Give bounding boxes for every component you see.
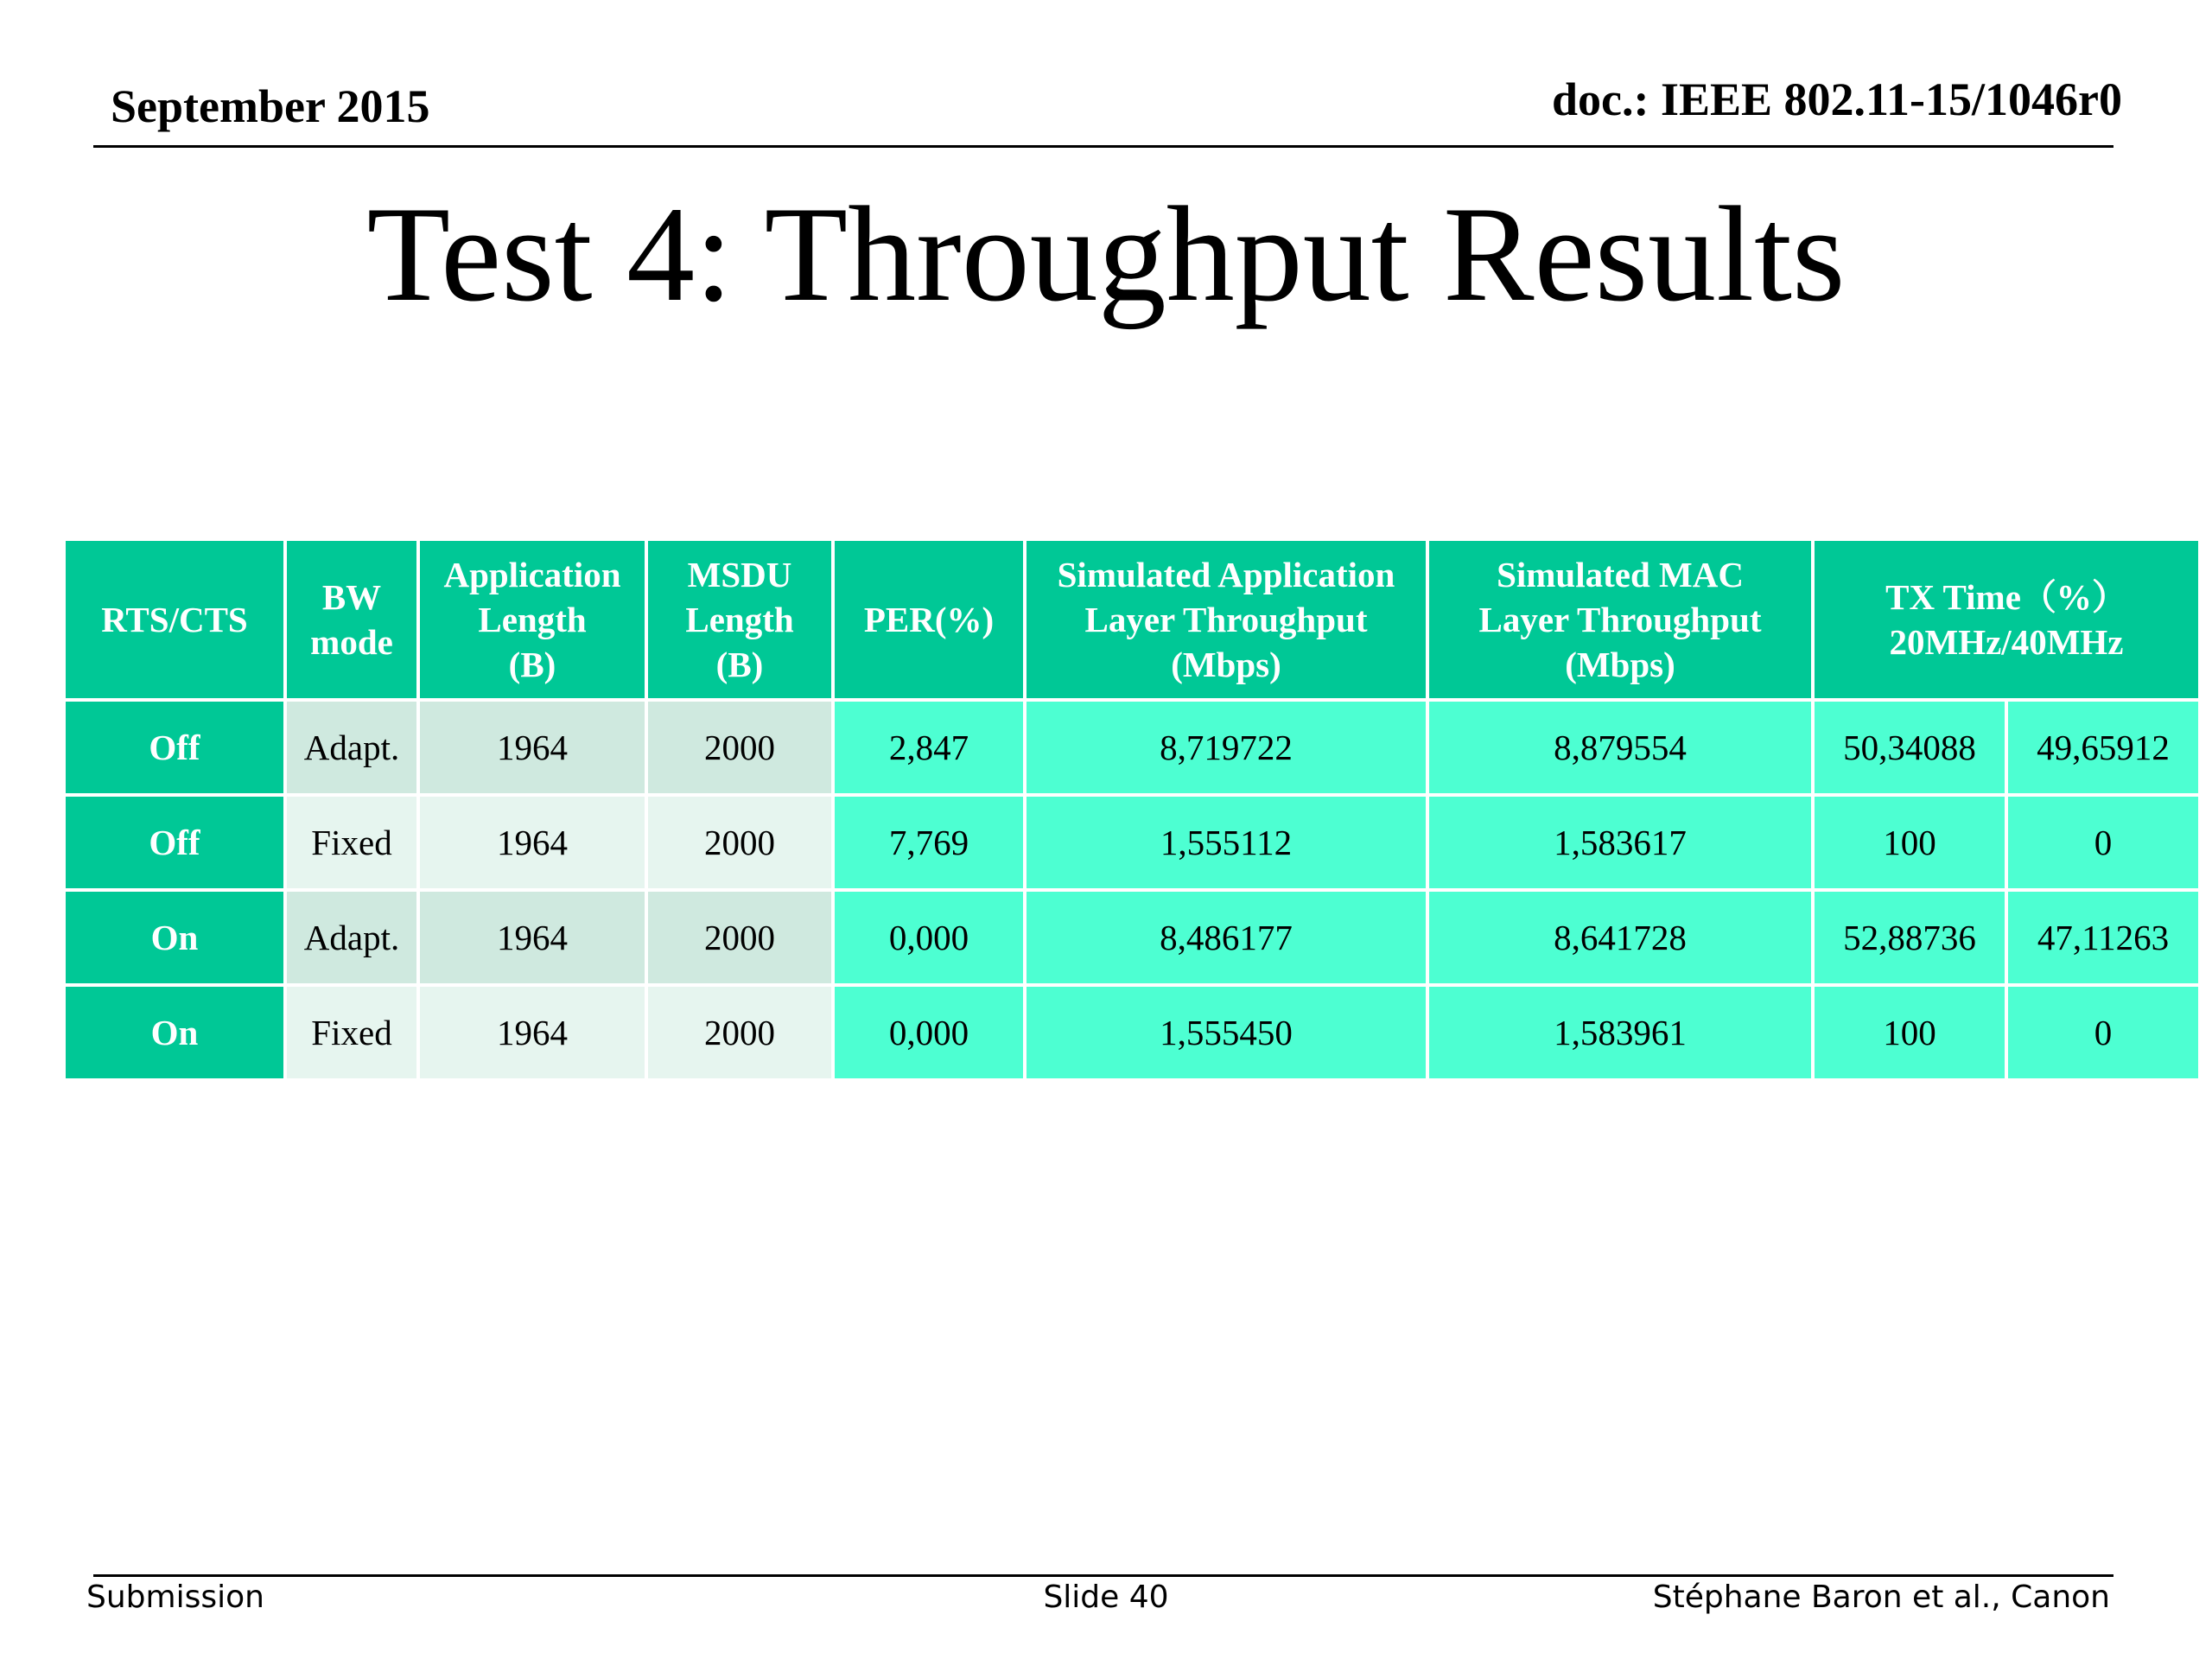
cell-bw-mode: Fixed [285, 985, 418, 1080]
footer-rule [93, 1574, 2113, 1577]
cell-rts-cts: Off [64, 700, 285, 795]
cell-tx-time-40mhz: 49,65912 [2006, 700, 2200, 795]
cell-bw-mode: Adapt. [285, 700, 418, 795]
cell-sim-mac-throughput: 8,641728 [1427, 890, 1813, 985]
cell-tx-time-20mhz: 50,34088 [1813, 700, 2006, 795]
results-table [62, 537, 2202, 1082]
col-header-sim-app-throughput: Simulated Application Layer Throughput (Mbps) [1025, 539, 1427, 700]
header-doc-id: doc.: IEEE 802.11-15/1046r0 [1551, 73, 2122, 125]
col-header-rts-cts: RTS/CTS [64, 539, 285, 700]
col-header-sim-mac-throughput: Simulated MAC Layer Throughput (Mbps) [1427, 539, 1813, 700]
cell-tx-time-20mhz: 100 [1813, 795, 2006, 890]
header-date: September 2015 [111, 80, 430, 132]
cell-rts-cts: On [64, 890, 285, 985]
cell-sim-mac-throughput: 1,583961 [1427, 985, 1813, 1080]
cell-tx-time-20mhz: 52,88736 [1813, 890, 2006, 985]
col-header-msdu-length: MSDU Length (B) [646, 539, 833, 700]
cell-msdu-length: 2000 [646, 985, 833, 1080]
cell-tx-time-20mhz: 100 [1813, 985, 2006, 1080]
col-header-per: PER(%) [833, 539, 1025, 700]
cell-sim-app-throughput: 8,719722 [1025, 700, 1427, 795]
col-header-app-length: Application Length (B) [418, 539, 646, 700]
cell-tx-time-40mhz: 47,11263 [2006, 890, 2200, 985]
col-header-bw-mode: BW mode [285, 539, 418, 700]
table-row [64, 700, 2200, 795]
cell-rts-cts: Off [64, 795, 285, 890]
cell-tx-time-40mhz: 0 [2006, 795, 2200, 890]
footer-authors: Stéphane Baron et al., Canon [1652, 1580, 2110, 1615]
cell-sim-app-throughput: 1,555450 [1025, 985, 1427, 1080]
cell-per: 0,000 [833, 985, 1025, 1080]
cell-app-length: 1964 [418, 700, 646, 795]
cell-sim-app-throughput: 8,486177 [1025, 890, 1427, 985]
cell-app-length: 1964 [418, 795, 646, 890]
table-header-row [64, 539, 2200, 700]
cell-app-length: 1964 [418, 890, 646, 985]
cell-app-length: 1964 [418, 985, 646, 1080]
cell-per: 2,847 [833, 700, 1025, 795]
cell-msdu-length: 2000 [646, 700, 833, 795]
cell-sim-mac-throughput: 8,879554 [1427, 700, 1813, 795]
table-row [64, 795, 2200, 890]
cell-msdu-length: 2000 [646, 795, 833, 890]
footer-submission: Submission [86, 1580, 264, 1615]
cell-bw-mode: Fixed [285, 795, 418, 890]
slide-title: Test 4: Throughput Results [366, 179, 1846, 330]
cell-sim-app-throughput: 1,555112 [1025, 795, 1427, 890]
cell-rts-cts: On [64, 985, 285, 1080]
cell-msdu-length: 2000 [646, 890, 833, 985]
col-header-tx-time: TX Time（%） 20MHz/40MHz [1813, 539, 2200, 700]
cell-bw-mode: Adapt. [285, 890, 418, 985]
footer-slide-number: Slide 40 [1043, 1580, 1169, 1615]
cell-per: 7,769 [833, 795, 1025, 890]
header-rule [93, 145, 2113, 148]
cell-tx-time-40mhz: 0 [2006, 985, 2200, 1080]
table-row [64, 890, 2200, 985]
table-row [64, 985, 2200, 1080]
cell-per: 0,000 [833, 890, 1025, 985]
cell-sim-mac-throughput: 1,583617 [1427, 795, 1813, 890]
